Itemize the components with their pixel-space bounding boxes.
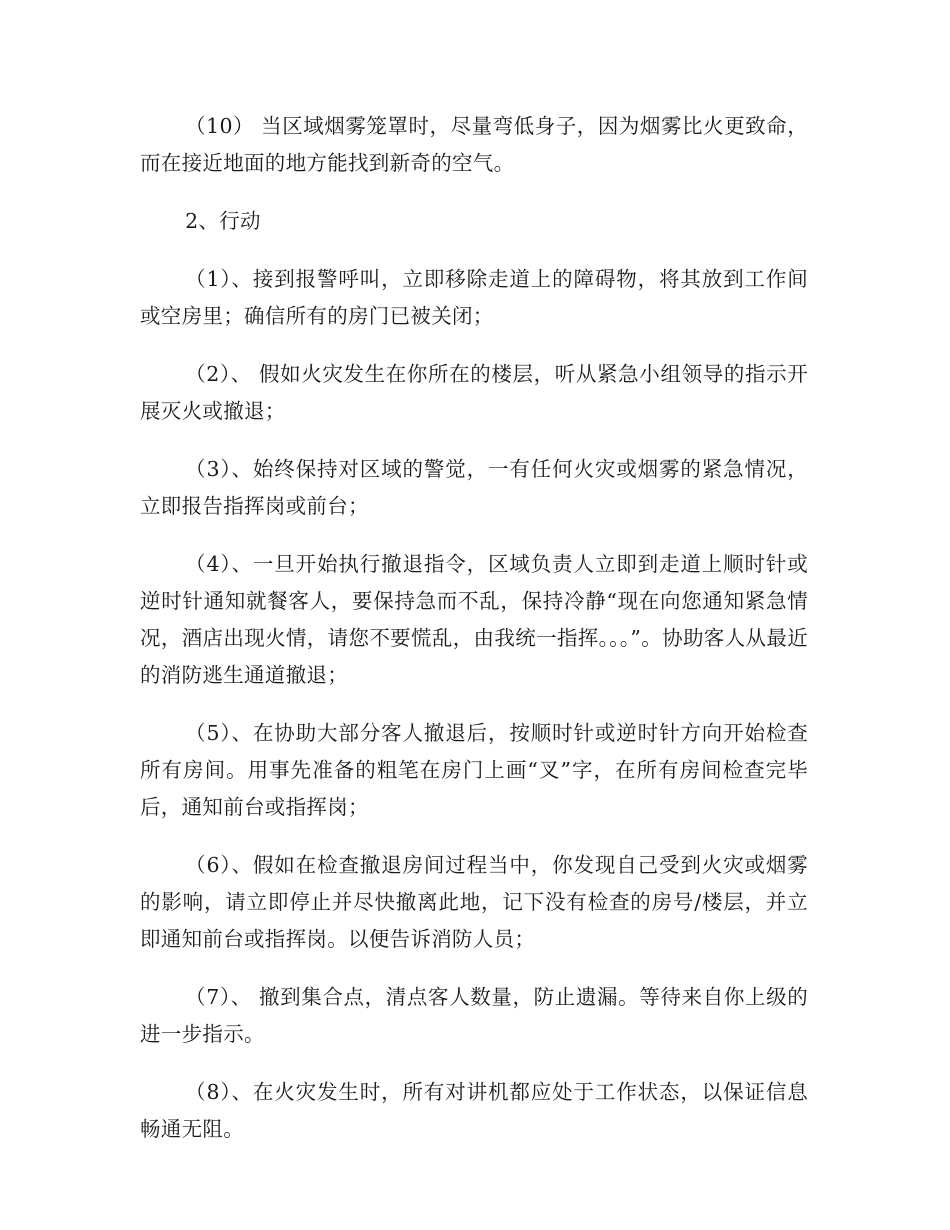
paragraph-item-8: （8）、在火灾发生时，所有对讲机都应处于工作状态，以保证信息畅通无阻。 bbox=[140, 1080, 808, 1141]
paragraph-item-10: （10） 当区域烟雾笼罩时，尽量弯低身子，因为烟雾比火更致命，而在接近地面的地方能找到新奇的空气。 bbox=[140, 114, 808, 175]
document-body bbox=[140, 108, 808, 1169]
paragraph-item-5: （5）、在协助大部分客人撤退后，按顺时针或逆时针方向开始检查所有房间。用事先准备的粗笔在房门上画“叉”字，在所有房间检查完毕后，通知前台或指挥岗； bbox=[140, 721, 808, 819]
paragraph-item-6: （6）、假如在检查撤退房间过程当中，你发现自己受到火灾或烟雾的影响，请立即停止并尽快撤离此地，记下没有检查的房号/楼层，并立即通知前台或指挥岗。以便告诉消防人员； bbox=[140, 853, 808, 951]
paragraph-item-7: （7）、 撤到集合点，清点客人数量，防止遗漏。等待来自你上级的进一步指示。 bbox=[140, 985, 808, 1046]
paragraph-item-2: （2）、 假如火灾发生在你所在的楼层，听从紧急小组领导的指示开展灭火或撤退； bbox=[140, 362, 808, 423]
paragraph-item-1: （1）、接到报警呼叫，立即移除走道上的障碍物，将其放到工作间或空房里；确信所有的房门已被关闭； bbox=[140, 267, 808, 328]
paragraph-item-4: （4）、一旦开始执行撤退指令，区域负责人立即到走道上顺时针或逆时针通知就餐客人，要保持急而不乱，保持冷静“现在向您通知紧急情况，酒店出现火情，请您不要慌乱，由我统一指挥。。。”。协助客人从最近的消防逃生通道撤退； bbox=[140, 552, 808, 687]
paragraph-item-3: （3）、始终保持对区域的警觉，一有任何火灾或烟雾的紧急情况，立即报告指挥岗或前台； bbox=[140, 457, 808, 518]
section-heading-action: 2、行动 bbox=[185, 209, 261, 233]
